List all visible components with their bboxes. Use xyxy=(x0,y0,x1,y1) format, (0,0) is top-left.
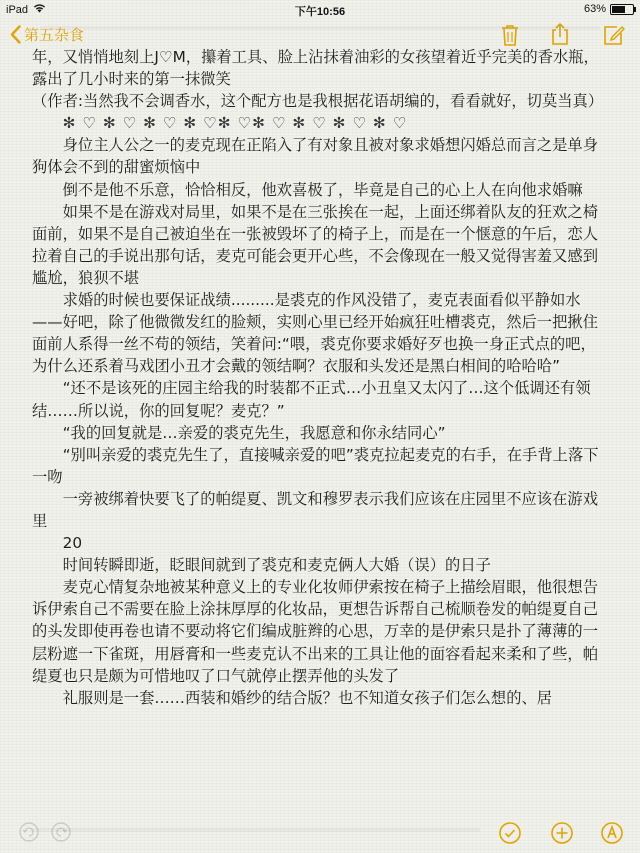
undo-icon[interactable] xyxy=(18,821,44,847)
decorative-divider: ✻ ♡ ✻ ♡ ✻ ♡ ✻ ♡✻ ♡✻ ♡ ✻ ♡ ✻ ♡ ✻ ♡ xyxy=(62,114,408,133)
note-paragraph: 麦克心情复杂地被某种意义上的专业化妆师伊索按在椅子上描绘眉眼，他很想告诉伊索自己不需要在脸上涂抹厚厚的化妆品，更想告诉帮自己梳顺卷发的帕缇夏自己的头发即使再卷也请不要动将它们编成脏辫的心思，万幸的是伊索只是扑了薄薄的一层粉遮一下雀斑，用唇膏和一些麦克认不出来的工具让他的面容看起来柔和了些，帕缇夏也只是颇为可惜地叹了口气就停止摆弄他的头发了 xyxy=(32,578,598,685)
note-paragraph: 20 xyxy=(62,534,83,553)
scrolled-text-ghost xyxy=(40,20,600,38)
note-paragraph: “我的回复就是…亲爱的裘克先生，我愿意和你永结同心” xyxy=(62,423,446,442)
battery-percent: 63% xyxy=(583,3,606,15)
note-paragraph: 如果不是在游戏对局里，如果不是在三张挨在一起，上面还绑着队友的狂欢之椅面前，如果不是自己被迫坐在一张被毁坏了的椅子上，而是在一个惬意的午后，恋人拉着自己的手说出那句话，麦克可能会更开心些，不会像现在一般又觉得害羞又感到尴尬，狼狈不堪 xyxy=(32,202,598,287)
add-icon[interactable] xyxy=(550,821,576,847)
note-paragraph: 一旁被绑着快要飞了的帕缇夏、凯文和穆罗表示我们应该在庄园里不应该在游戏里 xyxy=(32,489,598,530)
bottom-toolbar xyxy=(0,813,640,853)
device-label: iPad xyxy=(6,3,29,16)
status-time: 下午10:56 xyxy=(294,6,346,18)
note-body[interactable] xyxy=(32,46,610,853)
status-bar xyxy=(0,0,640,20)
note-paragraph: “别叫亲爱的裘克先生了，直接喊亲爱的吧”裘克拉起麦克的右手，在手背上落下一吻 xyxy=(32,445,599,486)
note-paragraph: 身位主人公之一的麦克现在正陷入了有对象且被对象求婚想闪婚总而言之是单身狗体会不到的甜蜜烦恼中 xyxy=(32,136,598,177)
chevron-left-icon xyxy=(10,25,21,44)
battery-icon xyxy=(610,4,634,15)
note-paragraph: “还不是该死的庄园主给我的时装都不正式…小丑皇又太闪了…这个低调还有领结……所以说，你的回复呢？麦克？” xyxy=(32,379,591,420)
scrolled-text-ghost-bottom xyxy=(30,823,480,837)
note-paragraph: 求婚的时候也要保证战绩.........是裘克的作风没错了，麦克表面看似平静如水——好吧，除了他微微发红的脸颊，实则心里已经开始疯狂吐槽裘克，然后一把揪住面前人系得一丝不苟的领结，笑着问:“喂，裘克你要求婚好歹也换一身正式点的吧，为什么还系着马戏团小丑才会戴的领结啊？衣服和头发还是黑白相间的哈哈哈” xyxy=(32,291,598,376)
status-right xyxy=(584,3,634,15)
note-paragraph: 年，又悄悄地刻上J♡M，攥着工具、脸上沾抹着油彩的女孩望着近乎完美的香水瓶，露出了几小时来的第一抹微笑 xyxy=(32,48,599,89)
note-paragraph: 倒不是他不乐意，恰恰相反，他欢喜极了，毕竟是自己的心上人在向他求婚嘛 xyxy=(62,180,583,199)
note-paragraph: （作者:当然我不会调香水，这个配方也是我根据花语胡编的，看看就好，切莫当真） xyxy=(32,92,604,111)
note-paragraph: 礼服则是一套……西装和婚纱的结合版？也不知道女孩子们怎么想的、居 xyxy=(62,688,553,707)
note-paragraph: 时间转瞬即逝，眨眼间就到了裘克和麦克俩人大婚（误）的日子 xyxy=(62,556,491,575)
back-label: 第五杂食 xyxy=(24,26,85,44)
checklist-icon[interactable] xyxy=(498,821,524,847)
handwriting-icon[interactable] xyxy=(600,821,626,847)
redo-icon[interactable] xyxy=(50,821,76,847)
